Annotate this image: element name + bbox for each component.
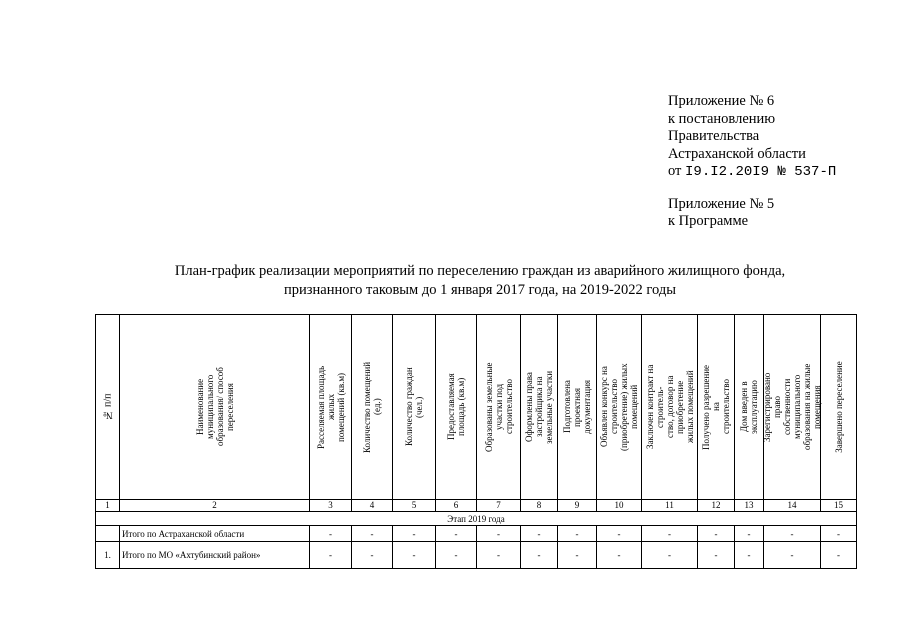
date-prefix: от [668, 163, 686, 179]
header-cell: Получено разрешение на строительство [698, 315, 735, 500]
title-line: План-график реализации мероприятий по переселению граждан из аварийного жилищного фонда, [174, 263, 786, 279]
cell-value: - [642, 526, 698, 542]
cell-value: - [310, 526, 352, 542]
row-number: 1. [96, 542, 120, 569]
column-number: 13 [735, 500, 764, 512]
appendix-title: Приложение № 6 [668, 93, 775, 109]
column-number: 9 [558, 500, 597, 512]
column-number: 3 [310, 500, 352, 512]
column-number: 5 [393, 500, 436, 512]
table-row [96, 526, 857, 542]
stage-row [96, 512, 857, 526]
header-cell: Предоставляемая площадь (кв.м) [436, 315, 477, 500]
column-number: 15 [821, 500, 857, 512]
header-row [96, 315, 857, 500]
cell-value: - [352, 526, 393, 542]
decree-number: № 537-П [769, 164, 837, 180]
stage-label: Этап 2019 года [96, 512, 857, 526]
cell-value: - [642, 542, 698, 569]
column-number: 11 [642, 500, 698, 512]
column-number: 7 [477, 500, 521, 512]
cell-value: - [352, 542, 393, 569]
cell-value: - [735, 526, 764, 542]
column-number: 6 [436, 500, 477, 512]
cell-value: - [558, 542, 597, 569]
cell-value: - [310, 542, 352, 569]
column-number: 1 [96, 500, 120, 512]
cell-value: - [393, 526, 436, 542]
header-cell: Наименование муниципального образования/ способ переселения [120, 315, 310, 500]
header-cell: Оформлены права застройщика на земельные участки [521, 315, 558, 500]
cell-value: - [558, 526, 597, 542]
header-cell: Количество граждан (чел.) [393, 315, 436, 500]
header-cell: Зарегистрировано право собственности муниципального образования на жилые помещения [764, 315, 821, 500]
appendix-ref-line: Правительства [668, 128, 760, 144]
cell-value: - [436, 526, 477, 542]
decree-date: I9.I2.20I9 [685, 164, 770, 180]
appendix-ref-line: к постановлению [668, 110, 776, 127]
title-line: признанного таковым до 1 января 2017 года, на 2019-2022 годы [284, 282, 676, 298]
column-number: 8 [521, 500, 558, 512]
header-cell: Подготовлена проектная документация [558, 315, 597, 500]
appendix-ref-line: Астраханской области [668, 145, 806, 162]
header-cell: Объявлен конкурс на строительство (приобретение) жилых помещений [597, 315, 642, 500]
column-number: 10 [597, 500, 642, 512]
cell-value: - [698, 542, 735, 569]
cell-value: - [477, 542, 521, 569]
document-title [100, 262, 860, 300]
cell-value: - [597, 542, 642, 569]
row-label: Итого по Астраханской области [120, 526, 310, 542]
cell-value: - [521, 526, 558, 542]
cell-value: - [821, 542, 857, 569]
cell-value: - [764, 526, 821, 542]
column-number: 2 [120, 500, 310, 512]
row-number [96, 526, 120, 542]
header-cell: Количество помещений (ед.) [352, 315, 393, 500]
column-number: 12 [698, 500, 735, 512]
cell-value: - [735, 542, 764, 569]
header-cell: Завершено переселение [821, 315, 857, 500]
appendix-date-line [668, 163, 836, 182]
header-cell: Заключен контракт на строитель- ство, договор на приобретение жилых помещений [642, 315, 698, 500]
cell-value: - [821, 526, 857, 542]
cell-value: - [597, 526, 642, 542]
table-row [96, 542, 857, 569]
cell-value: - [764, 542, 821, 569]
cell-value: - [477, 526, 521, 542]
program-appendix-ref: к Программе [668, 213, 749, 229]
column-number: 14 [764, 500, 821, 512]
row-label: Итого по МО «Ахтубинский район» [120, 542, 310, 569]
program-appendix-title: Приложение № 5 [668, 195, 775, 212]
column-number-row [96, 500, 857, 512]
cell-value: - [393, 542, 436, 569]
header-cell: Расселяемая площадь жилых помещений (кв.м) [310, 315, 352, 500]
header-cell: Дом введен в эксплуатацию [735, 315, 764, 500]
header-cell: Образованы земельные участки под строительство [477, 315, 521, 500]
cell-value: - [698, 526, 735, 542]
cell-value: - [436, 542, 477, 569]
schedule-table [95, 314, 857, 569]
header-cell: № п/п [96, 315, 120, 500]
appendix-block [668, 93, 836, 231]
column-number: 4 [352, 500, 393, 512]
cell-value: - [521, 542, 558, 569]
